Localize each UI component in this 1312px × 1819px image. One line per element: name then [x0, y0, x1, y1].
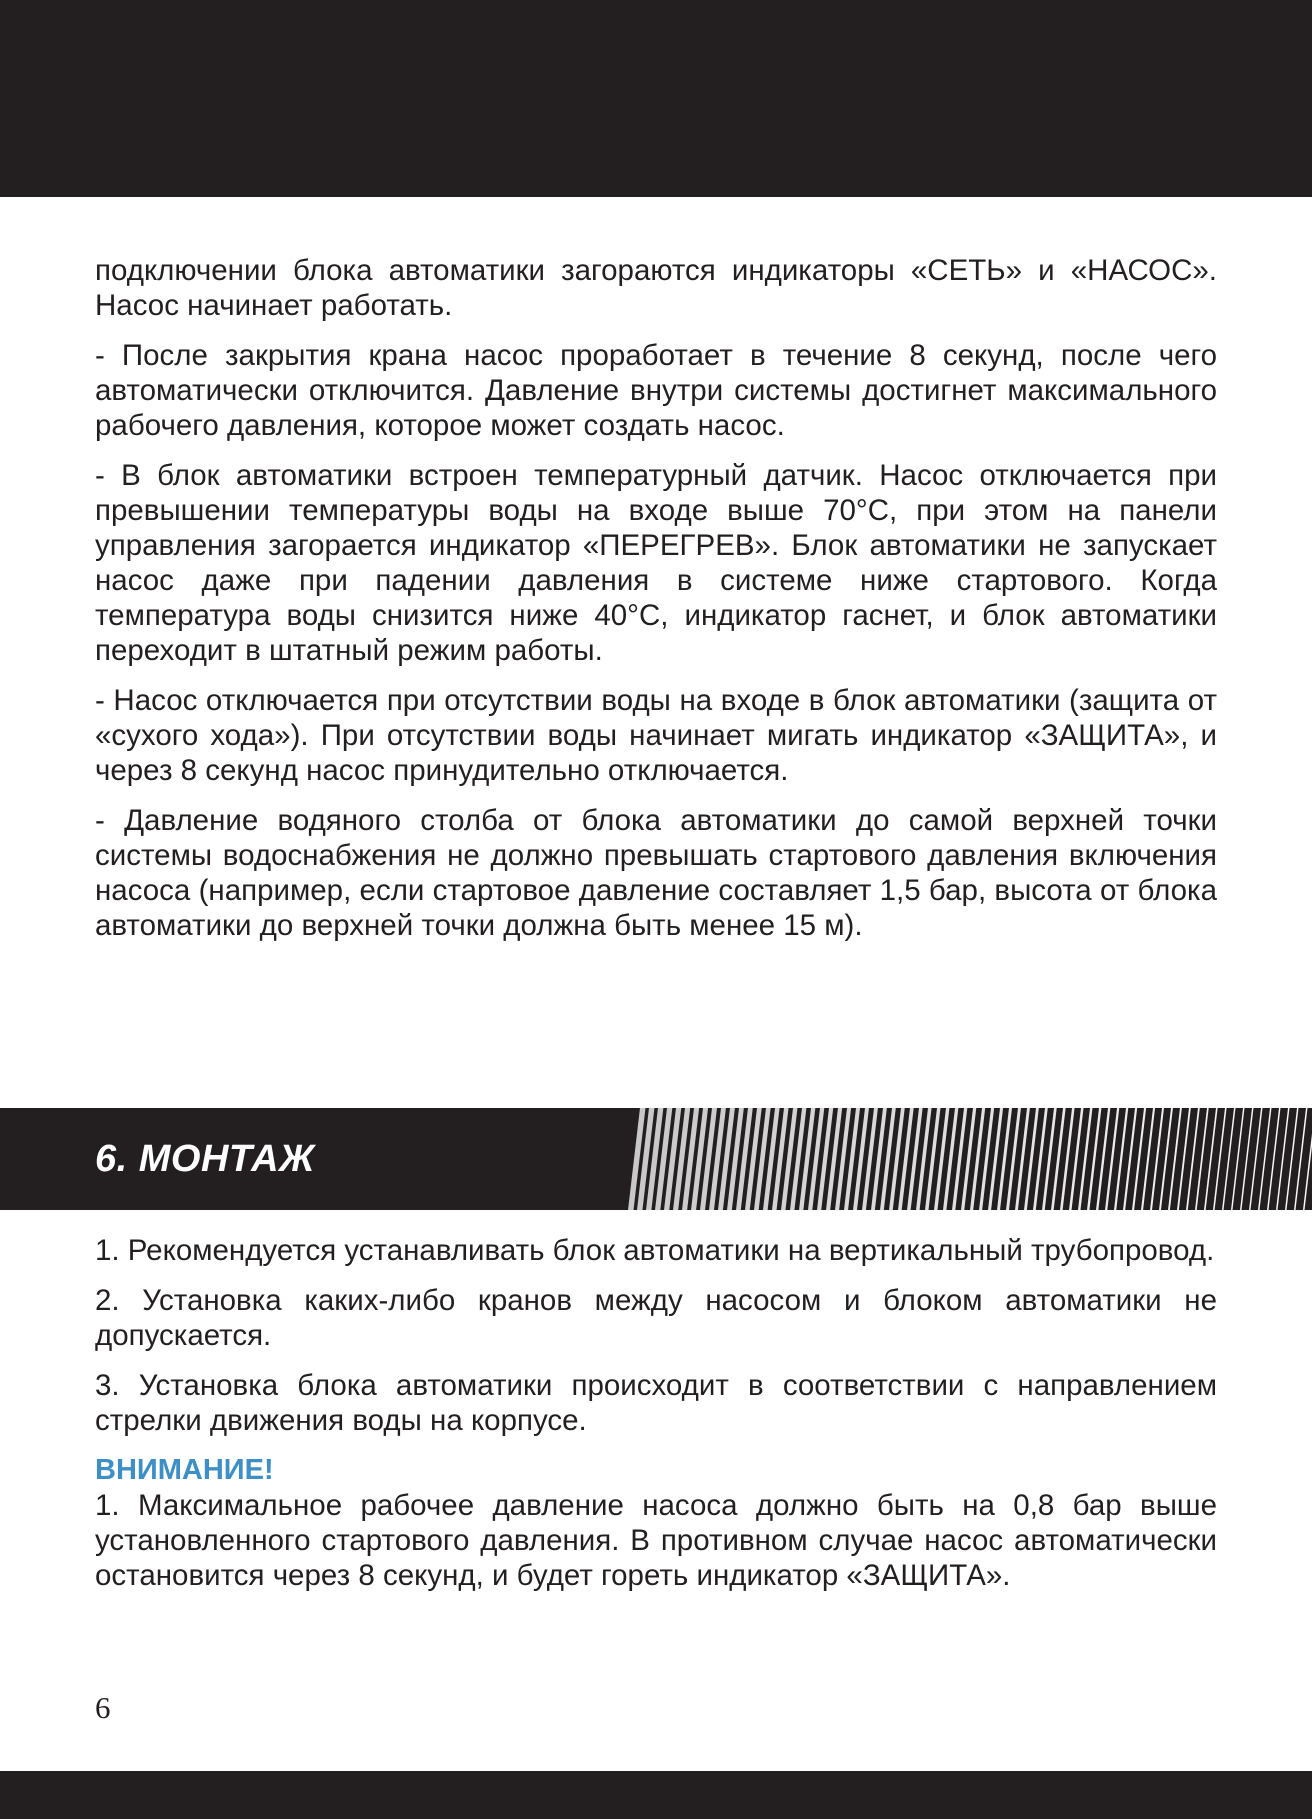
bottom-dark-band: [0, 1771, 1312, 1819]
mounting-item-2: 2. Установка каких-либо кранов между насосом и блоком автоматики не допускается.: [95, 1284, 1217, 1352]
section-header-mounting: [0, 1108, 1312, 1210]
mounting-item-1: 1. Рекомендуется устанавливать блок автоматики на вертикальный трубопровод.: [95, 1234, 1215, 1267]
attention-label: ВНИМАНИЕ!: [95, 1454, 274, 1486]
mounting-item-3: 3. Установка блока автоматики происходит в соответствии с направлением стрелки движения воды на корпусе.: [95, 1369, 1217, 1437]
page-number: 6: [95, 1690, 111, 1725]
mounting-text-block: [95, 1233, 1217, 1608]
section-title: 6. МОНТАЖ: [95, 1138, 315, 1180]
intro-paragraph-5: - Давление водяного столба от блока автоматики до самой верхней точки системы водоснабжения не должно превышать стартового давления включения насоса (например, если стартовое давление составляет 1,5 бар, высота от блока автоматики до верхней точки должна быть менее 15 м).: [95, 804, 1217, 942]
intro-paragraph-2: - После закрытия крана насос проработает в течение 8 секунд, после чего автоматически отключится. Давление внутри системы достигнет максимального рабочего давления, которое может создать насос.: [95, 339, 1217, 442]
intro-paragraph-1: подключении блока автоматики загораются индикаторы «СЕТЬ» и «НАСОС». Насос начинает работать.: [95, 254, 1217, 322]
attention-text: 1. Максимальное рабочее давление насоса должно быть на 0,8 бар выше установленного стартового давления. В противном случае насос автоматически остановится через 8 секунд, и будет гореть индикатор «ЗАЩИТА».: [95, 1489, 1217, 1592]
intro-paragraph-4: - Насос отключается при отсутствии воды на входе в блок автоматики (защита от «сухого хода»). При отсутствии воды начинает мигать индикатор «ЗАЩИТА», и через 8 секунд насос принудительно отключается.: [95, 684, 1217, 787]
intro-text-block: [95, 253, 1217, 958]
top-dark-band: [0, 0, 1312, 197]
intro-paragraph-3: - В блок автоматики встроен температурный датчик. Насос отключается при превышении температуры воды на входе выше 70°С, при этом на панели управления загорается индикатор «ПЕРЕГРЕВ». Блок автоматики не запускает насос даже при падении давления в системе ниже стартового. Когда температура воды снизится ниже 40°С, индикатор гаснет, и блок автоматики переходит в штатный режим работы.: [95, 459, 1217, 667]
